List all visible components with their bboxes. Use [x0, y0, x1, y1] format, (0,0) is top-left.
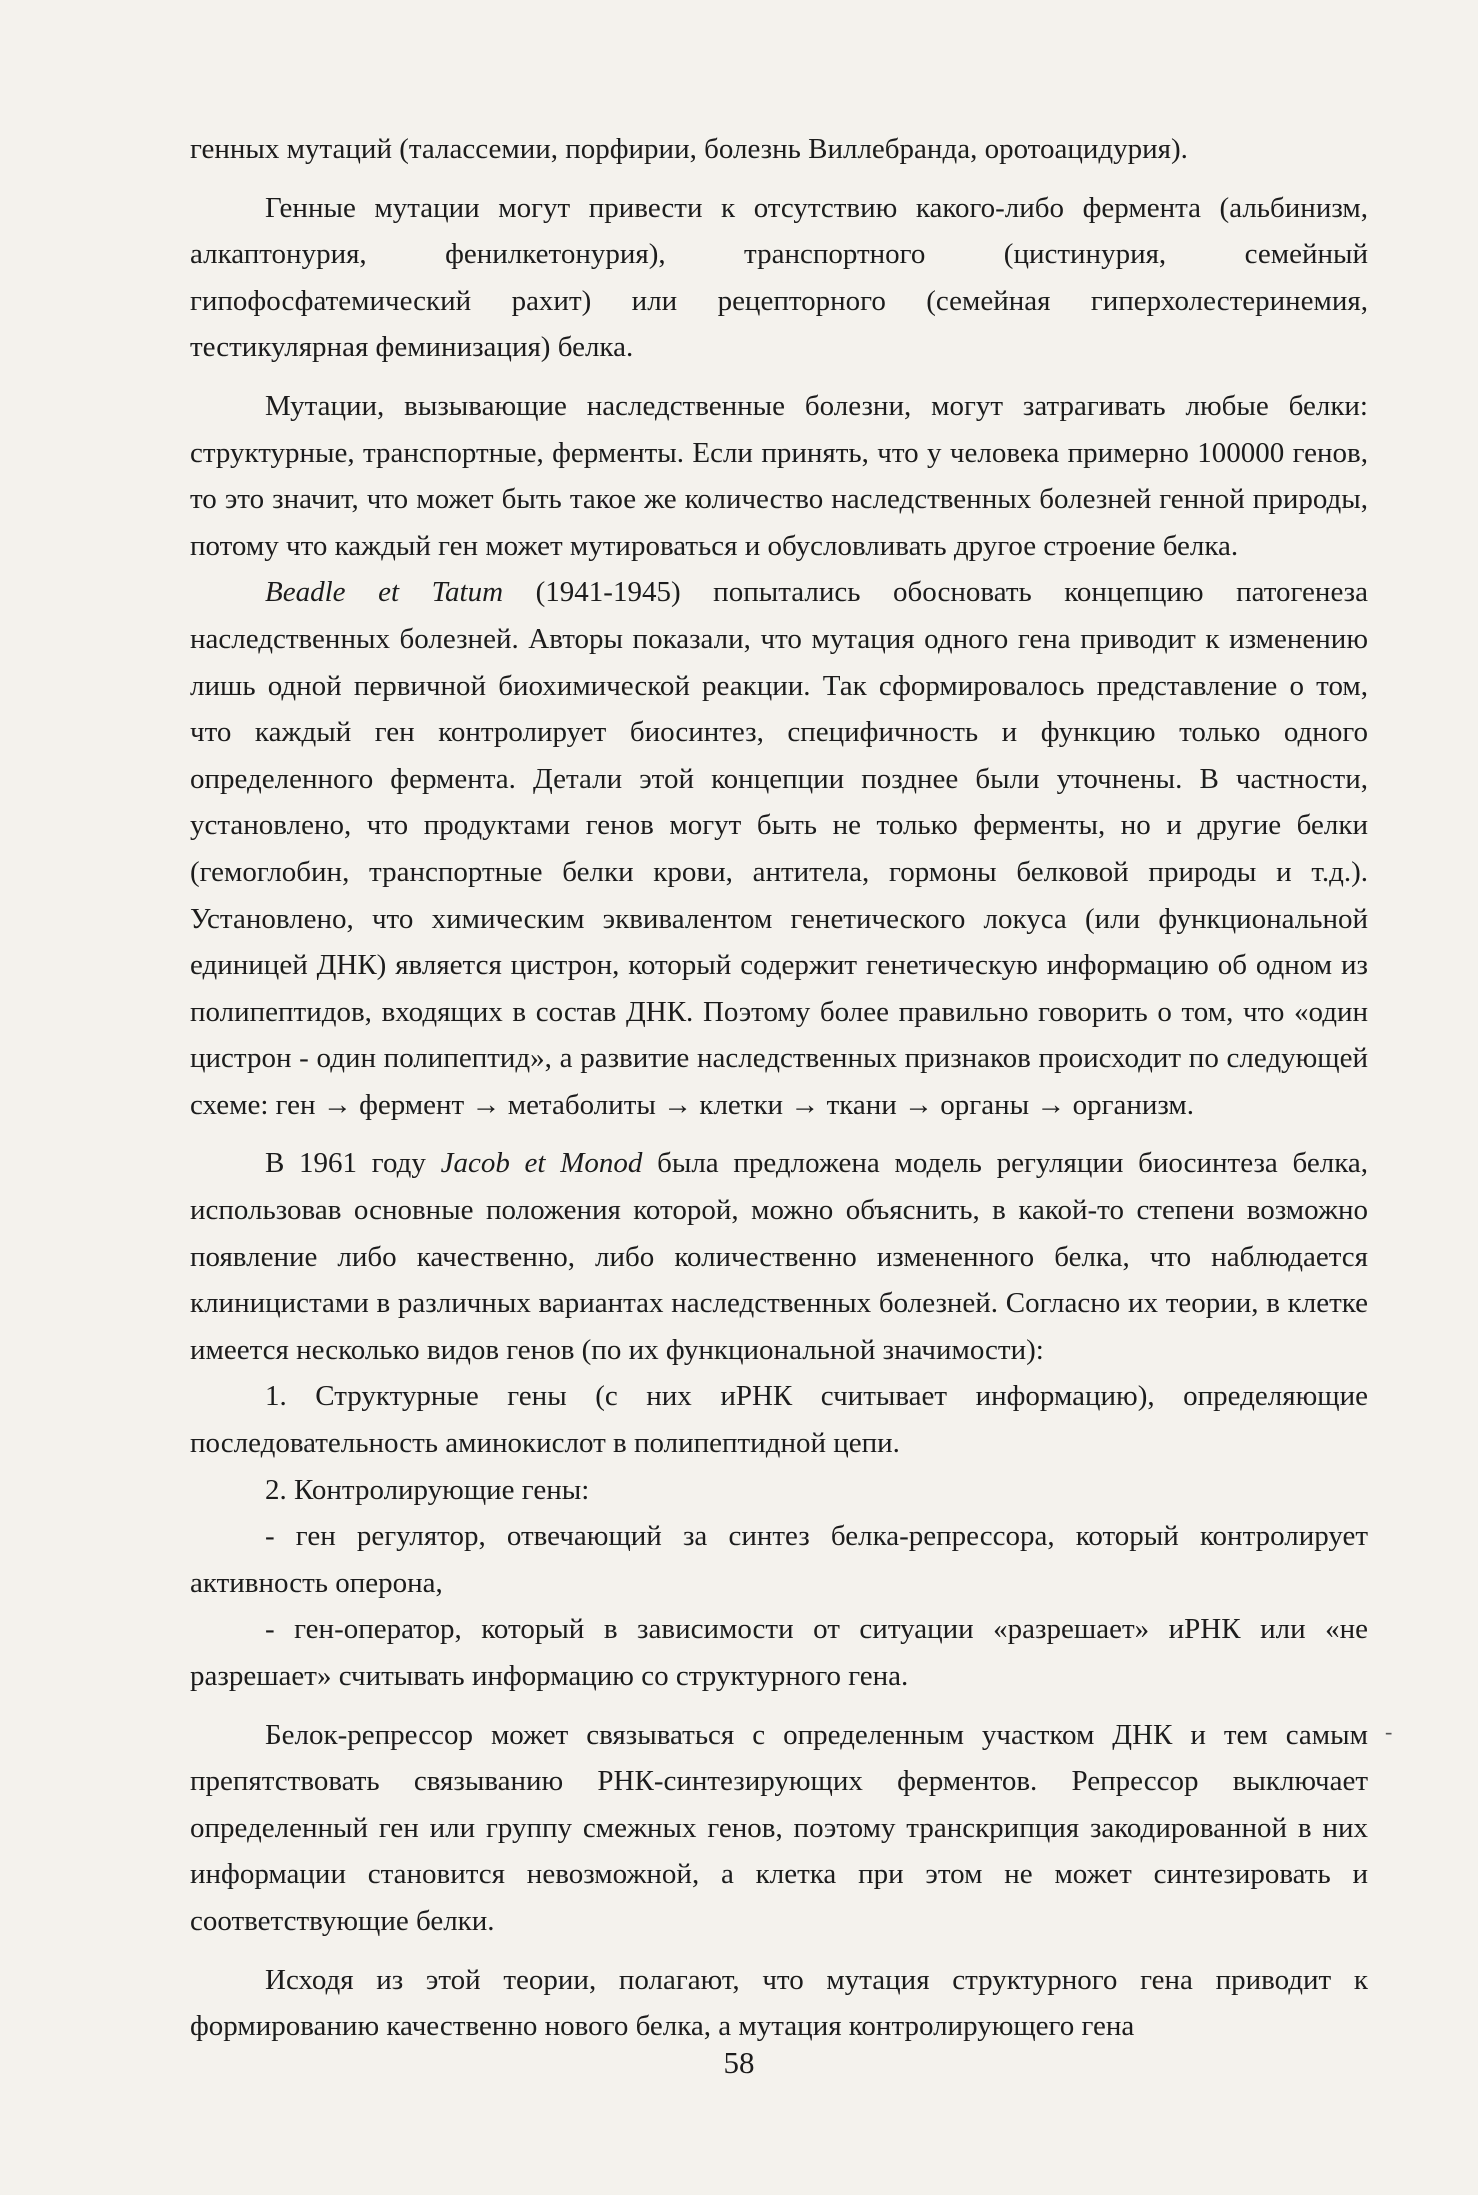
paragraph-0	[190, 126, 1368, 173]
paragraph-3	[190, 569, 1368, 1128]
page-number: 58	[723, 2045, 755, 2080]
list-item-text: - ген регулятор, отвечающий за синтез белка-репрессора, который контролирует активность оперона,	[190, 1520, 1368, 1599]
list-item-text: 2. Контролирующие гены:	[265, 1473, 590, 1506]
paragraph-text: была предложена модель регуляции биосинтеза белка, использовав основные положения которой, можно объяснить, в какой-то степени возможно появление либо качественно, либо количественно измененного белка, что наблюдается клиницистами в различных вариантах наследственных болезней. Согласно их теории, в клетке имеется несколько видов генов (по их функциональной значимости):	[190, 1147, 1368, 1366]
paragraph-text: (1941-1945) попытались обосновать концепцию патогенеза наследственных болезней. Авторы показали, что мутация одного гена приводит к изменению лишь одной первичной биохимической реакции. Так сформировалось представление о том, что каждый ген контролирует биосинтез, специфичность и функцию только одного определенного фермента. Детали этой концепции позднее были уточнены. В частности, установлено, что продуктами генов могут быть не только ферменты, но и другие белки (гемоглобин, транспортные белки крови, антитела, гормоны белковой природы и т.д.). Установлено, что химическим эквивалентом генетического локуса (или функциональной единицей ДНК) является цистрон, который содержит генетическую информацию об одном из полипептидов, входящих в состав ДНК. Поэтому более правильно говорить о том, что «один цистрон - один полипептид», а развитие наследственных признаков происходит по следующей схеме: ген → фермент → метаболиты → клетки → ткани → органы → организм.	[190, 576, 1368, 1121]
paragraph-1	[190, 185, 1368, 371]
paragraph-text: Мутации, вызывающие наследственные болезни, могут затрагивать любые белки: структурные, транспортные, ферменты. Если принять, что у человека примерно 100000 генов, то это значит, что может быть такое же количество наследственных болезней генной природы, потому что каждый ген может мутироваться и обусловливать другое строение белка.	[190, 389, 1368, 562]
list-item-text: - ген-оператор, который в зависимости от ситуации «разрешает» иРНК или «не разрешает» считывать информацию со структурного гена.	[190, 1613, 1368, 1692]
paragraph-text: Белок-репрессор может связываться с определенным участком ДНК и тем самым препятствовать связыванию РНК-синтезирующих ферментов. Репрессор выключает определенный ген или группу смежных генов, поэтому транскрипция закодированной в них информации становится невозможной, а клетка при этом не может синтезировать и соответствующие белки.	[190, 1718, 1368, 1937]
list-item-structural-genes	[190, 1373, 1368, 1466]
body-text	[190, 126, 1368, 2050]
authors-jacob-monod: Jacob et Monod	[440, 1147, 643, 1180]
paragraph-2	[190, 383, 1368, 569]
paragraph-lead: В 1961 году	[265, 1147, 441, 1180]
list-item-text: 1. Структурные гены (с них иРНК считывает информацию), определяющие последовательность аминокислот в полипептидной цепи.	[190, 1380, 1368, 1460]
list-item-operator-gene	[190, 1606, 1368, 1699]
paragraph-4	[190, 1140, 1368, 1373]
authors-beadle-tatum: Beadle et Tatum	[265, 576, 504, 609]
list-item-control-genes	[190, 1467, 1368, 1514]
paragraph-10	[190, 1957, 1368, 2050]
margin-mark: -	[1385, 1719, 1393, 1744]
paragraph-text: Генные мутации могут привести к отсутствию какого-либо фермента (альбинизм, алкаптонурия, фенилкетонурия), транспортного (цистинурия, семейный гипофосфатемический рахит) или рецепторного (семейная гиперхолестеринемия, тестикулярная феминизация) белка.	[190, 191, 1368, 364]
paragraph-text: Исходя из этой теории, полагают, что мутация структурного гена приводит к формированию качественно нового белка, а мутация контролирующего гена	[190, 1963, 1368, 2043]
paragraph-9	[190, 1712, 1368, 1945]
list-item-regulator-gene	[190, 1513, 1368, 1606]
paragraph-text: генных мутаций (талассемии, порфирии, болезнь Виллебранда, оротоацидурия).	[190, 133, 1188, 165]
